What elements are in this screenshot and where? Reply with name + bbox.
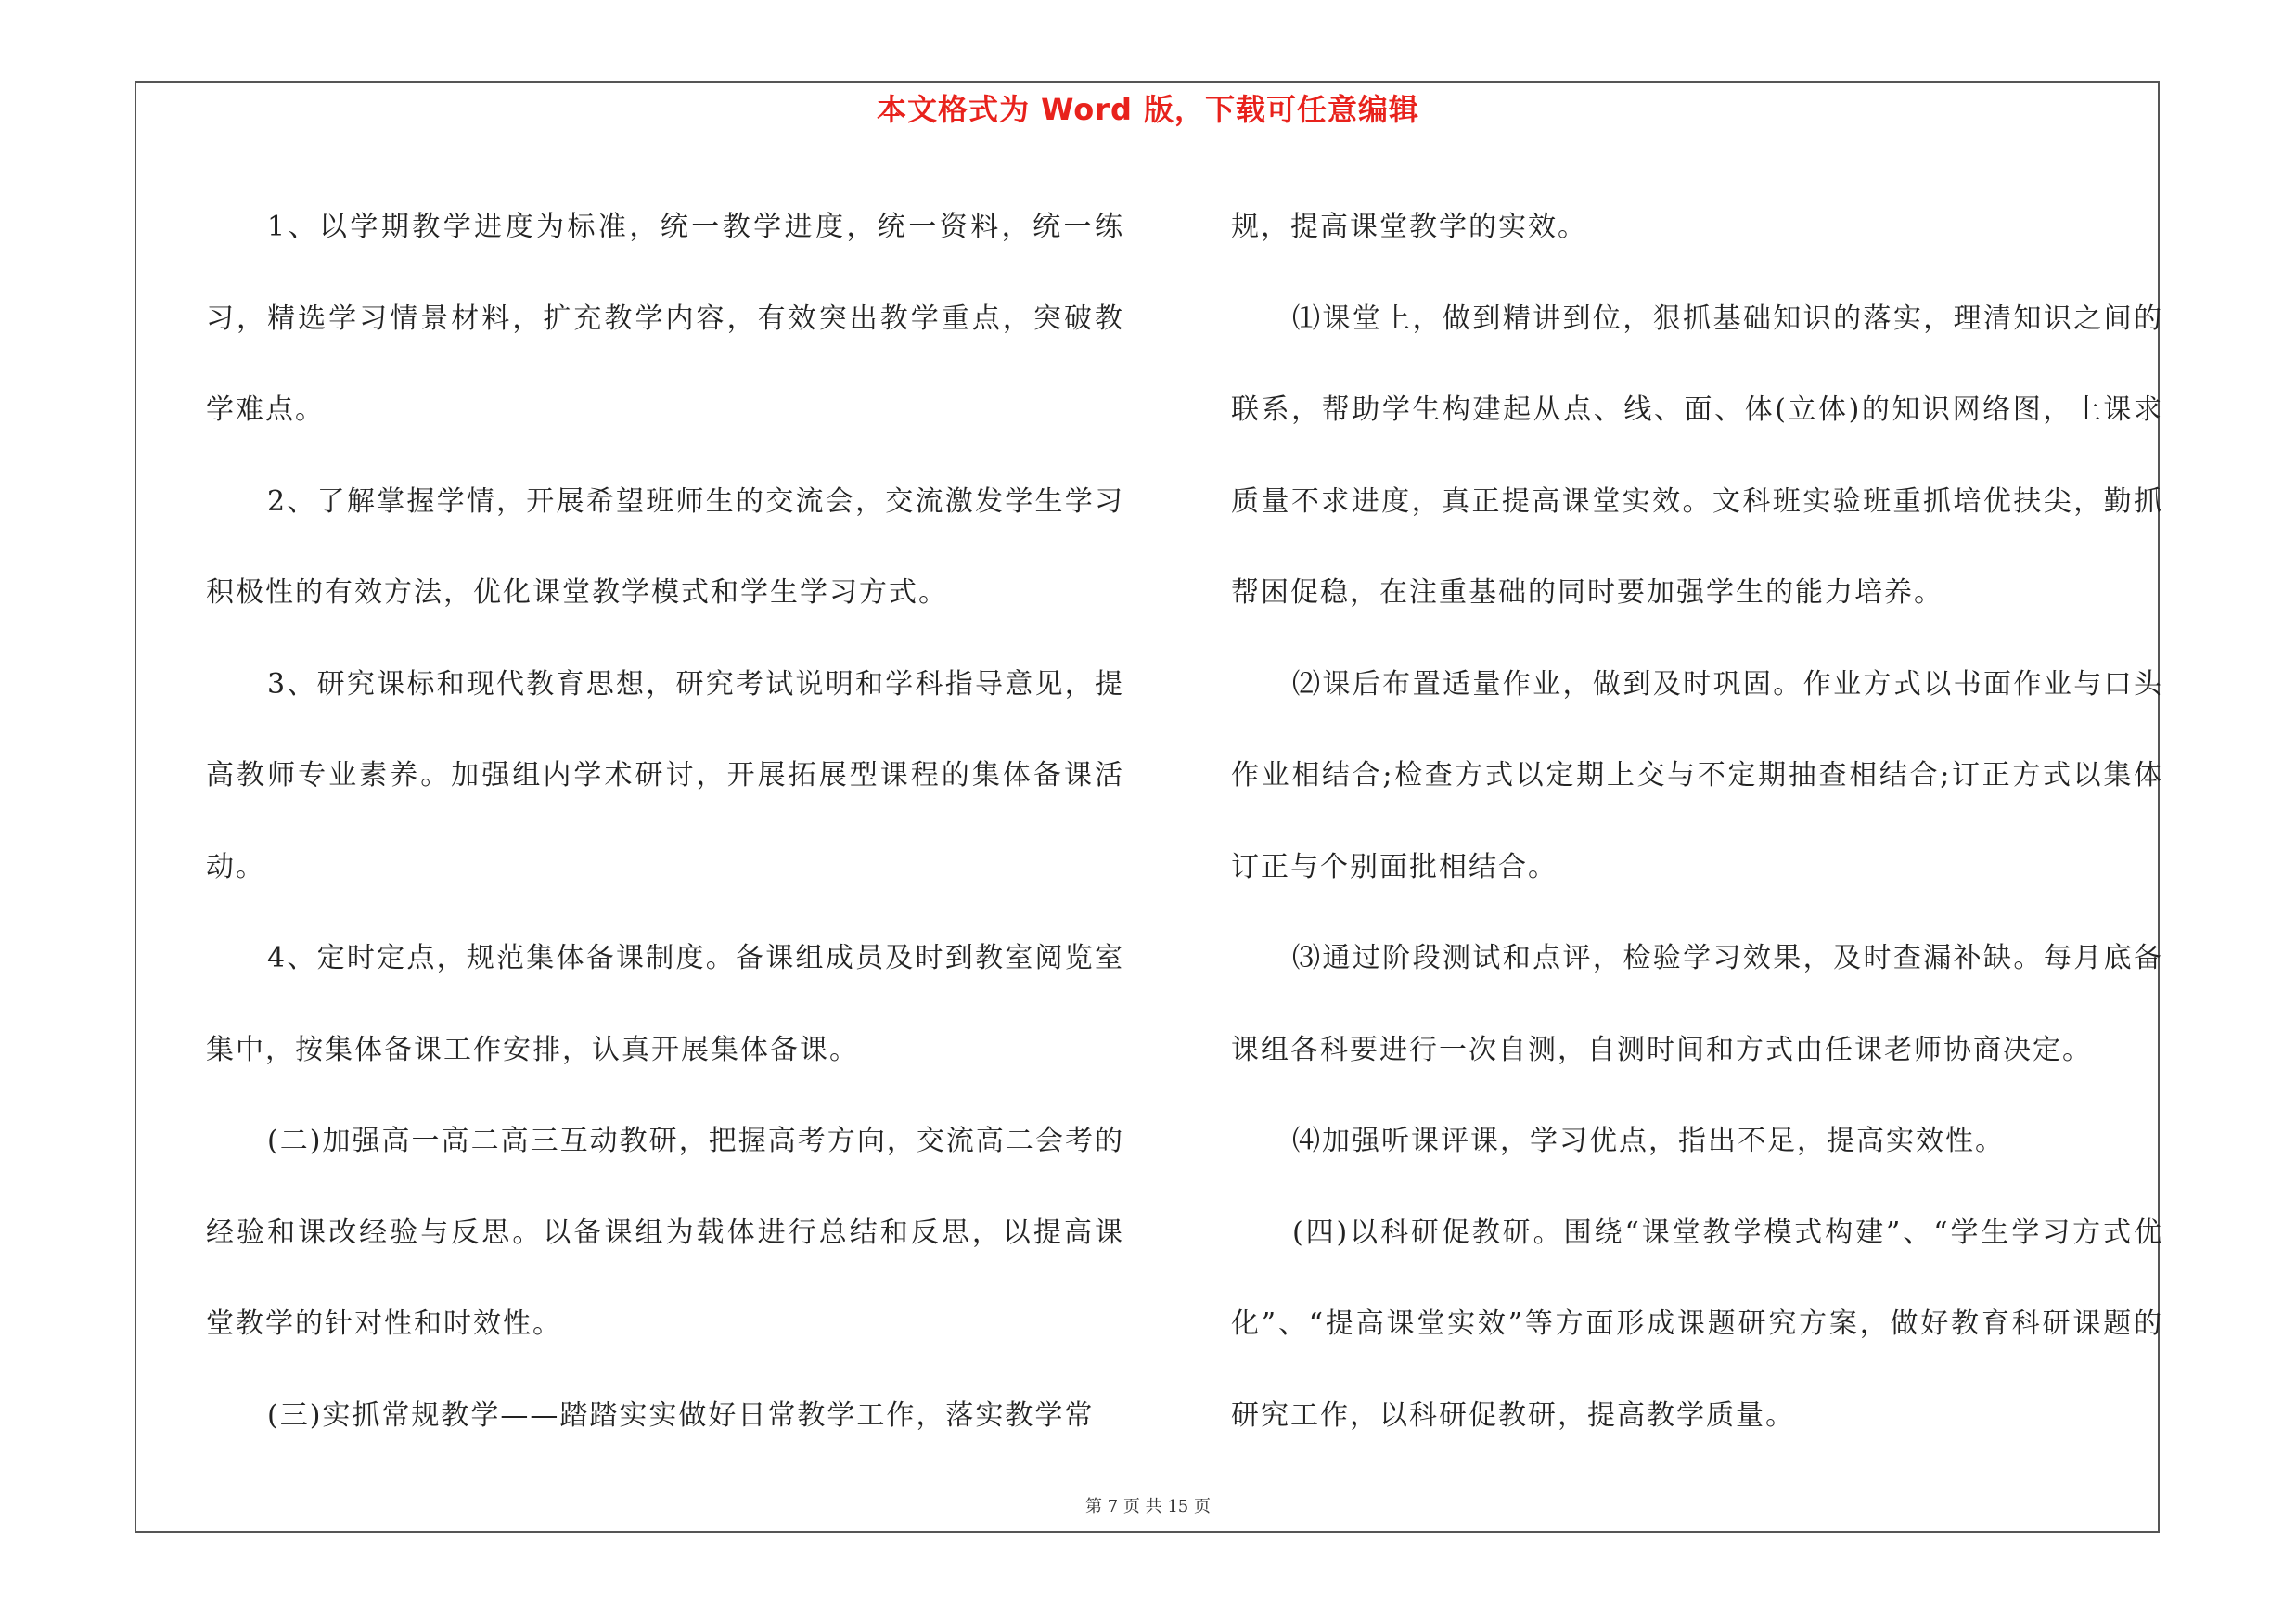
paragraph: ⑴课堂上，做到精讲到位，狠抓基础知识的落实，理清知识之间的联系，帮助学生构建起从点、线、面、体(立体)的知识网络图，上课求质量不求进度，真正提高课堂实效。文科班实验班重抓培优扶尖，勤抓帮困促稳，在注重基础的同时要加强学生的能力培养。 [1231, 302, 2163, 609]
format-banner: 本文格式为 Word 版，下载可任意编辑 [876, 92, 1420, 127]
paragraph: (二)加强高一高二高三互动教研，把握高考方向，交流高二会考的经验和课改经验与反思。以备课组为载体进行总结和反思，以提高课堂教学的针对性和时效性。 [206, 1125, 1124, 1340]
paragraph: 4、定时定点，规范集体备课制度。备课组成员及时到教室阅览室集中，按集体备课工作安排，认真开展集体备课。 [206, 942, 1124, 1066]
page-number: 第 7 页 共 15 页 [1085, 1497, 1211, 1516]
left-column [206, 182, 1124, 1462]
paragraph: 1、以学期教学进度为标准，统一教学进度，统一资料，统一练习，精选学习情景材料，扩充教学内容，有效突出教学重点，突破教学难点。 [206, 211, 1124, 426]
right-column [1231, 182, 2163, 1462]
paragraph: (三)实抓常规教学——踏踏实实做好日常教学工作，落实教学常 [267, 1398, 1095, 1432]
paragraph-continuation: 规，提高课堂教学的实效。 [1231, 211, 1587, 243]
paragraph: ⑶通过阶段测试和点评，检验学习效果，及时查漏补缺。每月底备课组各科要进行一次自测，自测时间和方式由任课老师协商决定。 [1231, 942, 2163, 1066]
paragraph: ⑵课后布置适量作业，做到及时巩固。作业方式以书面作业与口头作业相结合;检查方式以定期上交与不定期抽查相结合;订正方式以集体订正与个别面批相结合。 [1231, 667, 2163, 883]
paragraph: (四)以科研促教研。围绕“课堂教学模式构建”、“学生学习方式优化”、“提高课堂实效”等方面形成课题研究方案，做好教育科研课题的研究工作，以科研促教研，提高教学质量。 [1231, 1216, 2163, 1432]
paragraph: ⑷加强听课评课，学习优点，指出不足，提高实效性。 [1292, 1125, 2005, 1157]
paragraph: 2、了解掌握学情，开展希望班师生的交流会，交流激发学生学习积极性的有效方法，优化课堂教学模式和学生学习方式。 [206, 484, 1124, 609]
paragraph: 3、研究课标和现代教育思想，研究考试说明和学科指导意见，提高教师专业素养。加强组内学术研讨，开展拓展型课程的集体备课活动。 [206, 667, 1124, 883]
